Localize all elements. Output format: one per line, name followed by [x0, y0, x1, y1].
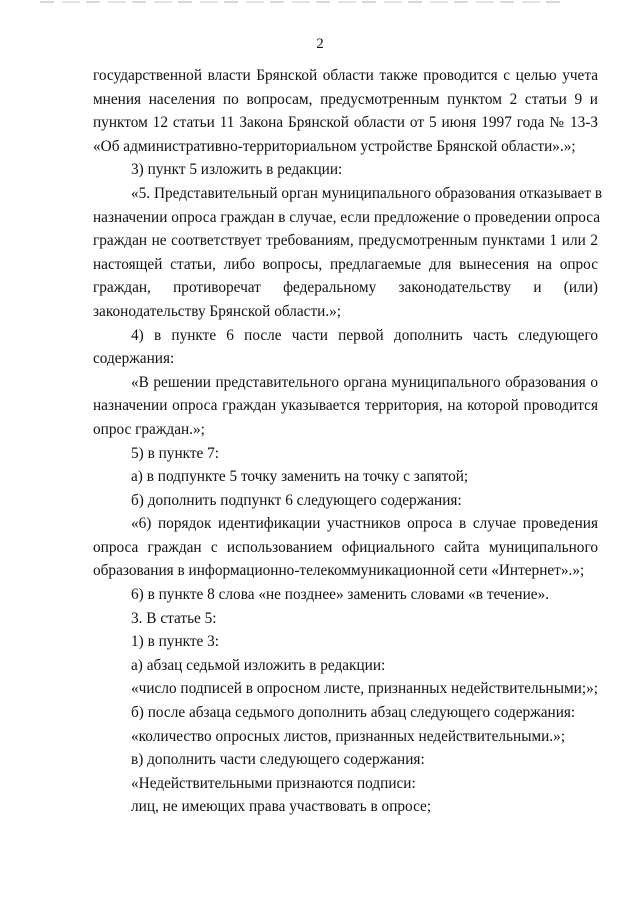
scan-top-edge [0, 0, 640, 5]
document-body [93, 64, 603, 819]
text-line: «В решении представительного органа муниципального образования о [131, 373, 598, 391]
text-line: «5. Представительный орган муниципального образования отказывает в [131, 184, 603, 202]
text-line: 3. В статье 5: [131, 609, 217, 627]
text-line: «число подписей в опросном листе, признанных недействительными;»; [131, 680, 599, 698]
text-line: мнения населения по вопросам, предусмотренным пунктом 2 статьи 9 и [93, 90, 598, 108]
text-line: б) после абзаца седьмого дополнить абзац следующего содержания: [131, 704, 576, 722]
text-line: образования в информационно-телекоммуникационной сети «Интернет».»; [93, 562, 585, 580]
text-line: пунктом 12 статьи 11 Закона Брянской области от 5 июня 1997 года № 13-З [93, 114, 598, 132]
text-line: а) в подпункте 5 точку заменить на точку с запятой; [131, 468, 469, 486]
text-line: 4) в пункте 6 после части первой дополнить часть следующего [131, 326, 598, 344]
text-line: 6) в пункте 8 слова «не позднее» заменить словами «в течение». [131, 586, 550, 604]
text-line: назначении опроса граждан в случае, если предложение о проведении опроса [93, 208, 601, 226]
text-line: 5) в пункте 7: [131, 444, 220, 462]
text-line: «Недействительными признаются подписи: [131, 774, 416, 792]
scan-artifact [40, 1, 560, 3]
text-line: граждан не соответствует требованиям, предусмотренным пунктами 1 или 2 [93, 232, 598, 250]
text-line: содержания: [93, 350, 175, 368]
text-line: 1) в пункте 3: [131, 633, 220, 651]
text-line: б) дополнить подпункт 6 следующего содержания: [131, 491, 462, 509]
text-line: законодательству Брянской области.»; [93, 302, 342, 320]
text-line: 3) пункт 5 изложить в редакции: [131, 161, 343, 179]
text-line: опроса граждан с использованием официального сайта муниципального [93, 538, 598, 556]
text-line: настоящей статьи, либо вопросы, предлагаемые для вынесения на опрос [93, 255, 598, 273]
text-line: «6) порядок идентификации участников опроса в случае проведения [131, 515, 598, 533]
text-line: в) дополнить части следующего содержания: [131, 751, 425, 769]
text-line: «количество опросных листов, признанных недействительными.»; [131, 727, 566, 745]
text-line: лиц, не имеющих права участвовать в опросе; [131, 798, 432, 816]
text-line: граждан, противоречат федеральному законодательству и (или) [93, 279, 598, 297]
text-line: а) абзац седьмой изложить в редакции: [131, 656, 386, 674]
text-line: государственной власти Брянской области также проводится с целью учета [93, 67, 598, 84]
text-line: назначении опроса граждан указывается территория, на которой проводится [93, 397, 598, 415]
page-number: 2 [316, 36, 324, 52]
text-line: опрос граждан.»; [93, 420, 205, 438]
text-line: «Об административно-территориальном устройстве Брянской области».»; [93, 137, 576, 155]
